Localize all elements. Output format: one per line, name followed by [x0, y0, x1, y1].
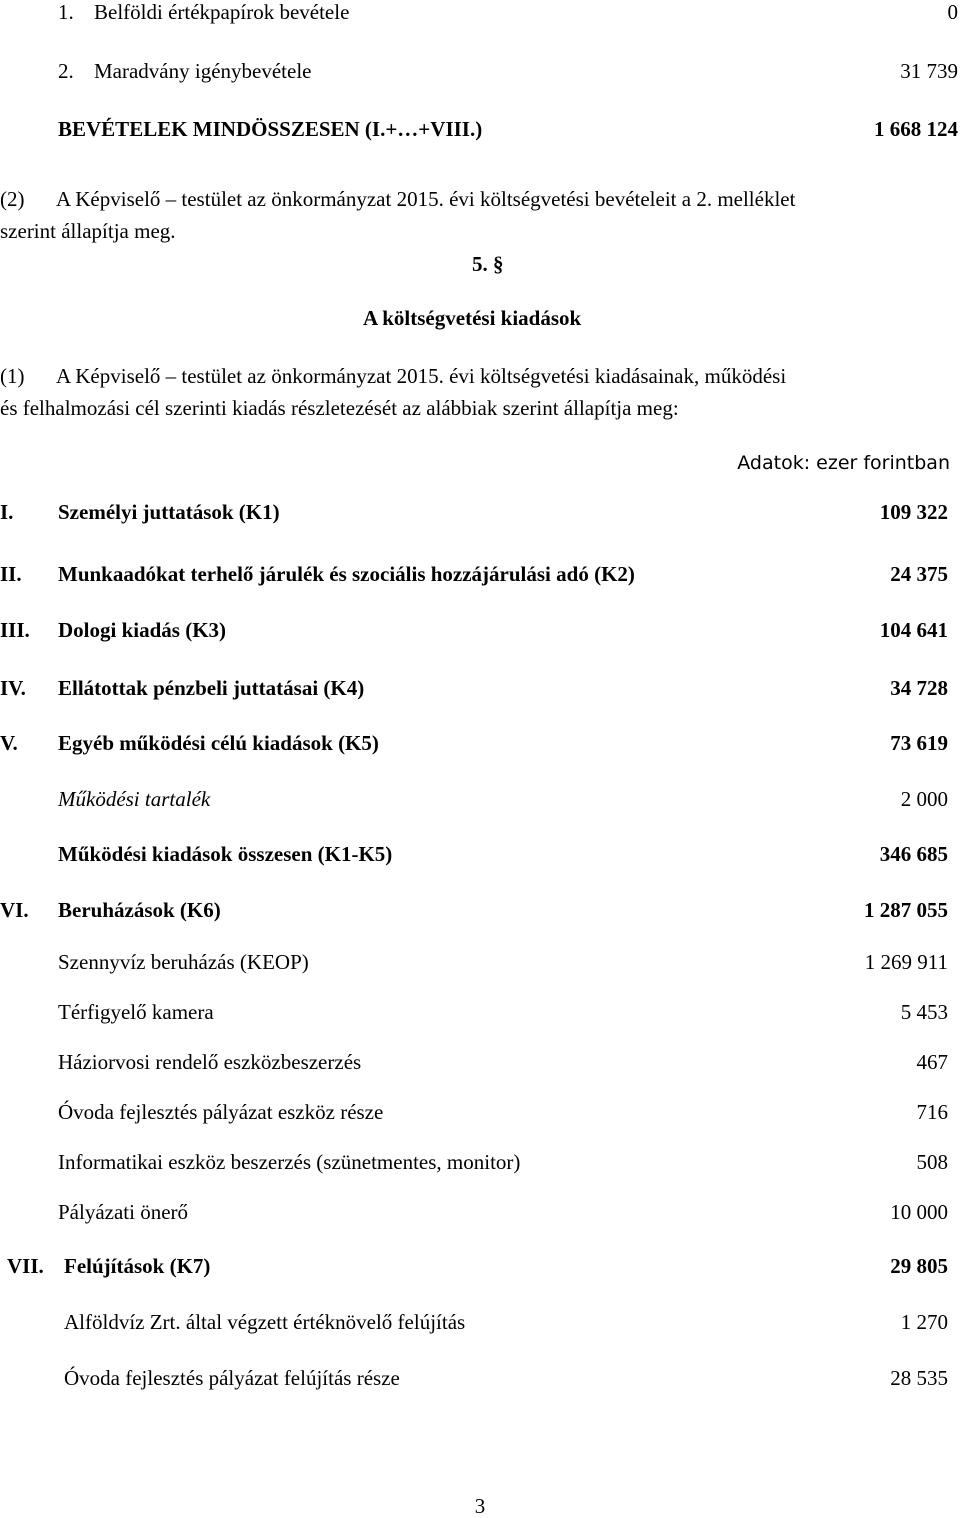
- income-total-label: BEVÉTELEK MINDÖSSZESEN (I.+…+VIII.): [58, 117, 483, 141]
- k2-label: Munkaadókat terhelő járulék és szociális hozzájárulási adó (K2): [58, 562, 635, 586]
- k6-item-label: Pályázati önerő: [58, 1200, 189, 1224]
- income-item-label: Maradvány igénybevétele: [94, 59, 312, 83]
- k6-label: Beruházások (K6): [58, 898, 221, 922]
- k4-number: IV.: [0, 676, 26, 700]
- k6-item-value: 5 453: [900, 1000, 948, 1024]
- k1-value: 109 322: [879, 500, 948, 524]
- k4-label: Ellátottak pénzbeli juttatásai (K4): [58, 676, 365, 700]
- k7-value: 29 805: [890, 1254, 948, 1278]
- k1-label: Személyi juttatások (K1): [58, 500, 280, 524]
- income-item-num: 2.: [58, 59, 74, 83]
- k7-item-label: Óvoda fejlesztés pályázat felújítás része: [64, 1366, 400, 1390]
- k3-number: III.: [0, 618, 30, 642]
- income-item-label: Belföldi értékpapírok bevétele: [94, 0, 350, 24]
- k1-number: I.: [0, 500, 14, 524]
- k2-number: II.: [0, 562, 22, 586]
- k7-item-value: 28 535: [890, 1366, 948, 1390]
- k6-item-value: 467: [916, 1050, 948, 1074]
- para2-line1: A Képviselő – testület az önkormányzat 2015. évi költségvetési bevételeit a 2. melléklet: [56, 187, 796, 211]
- k7-number: VII.: [7, 1254, 44, 1278]
- section-title: A költségvetési kiadások: [363, 306, 582, 330]
- k5-value: 73 619: [890, 731, 948, 755]
- k6-item-value: 10 000: [890, 1200, 948, 1224]
- operating-total-value: 346 685: [879, 842, 948, 866]
- para1-number: (1): [0, 364, 25, 388]
- k6-item-value: 716: [916, 1100, 948, 1124]
- income-item-num: 1.: [58, 0, 74, 24]
- reserve-label: Működési tartalék: [58, 787, 211, 811]
- k5-number: V.: [0, 731, 18, 755]
- income-item-value: 0: [947, 0, 958, 24]
- k6-item-label: Informatikai eszköz beszerzés (szünetmentes, monitor): [58, 1150, 521, 1174]
- k6-item-value: 508: [916, 1150, 948, 1174]
- para2-number: (2): [0, 187, 25, 211]
- income-total-value: 1 668 124: [874, 117, 958, 141]
- k4-value: 34 728: [890, 676, 948, 700]
- k7-item-value: 1 270: [900, 1310, 948, 1334]
- unit-note: Adatok: ezer forintban: [737, 452, 950, 474]
- k2-value: 24 375: [890, 562, 948, 586]
- reserve-value: 2 000: [900, 787, 948, 811]
- k5-label: Egyéb működési célú kiadások (K5): [58, 731, 379, 755]
- k3-label: Dologi kiadás (K3): [58, 618, 227, 642]
- k6-item-label: Térfigyelő kamera: [58, 1000, 214, 1024]
- page-number: 3: [474, 1494, 486, 1518]
- k6-value: 1 287 055: [864, 898, 948, 922]
- k6-item-label: Szennyvíz beruházás (KEOP): [58, 950, 309, 974]
- para1-line1: A Képviselő – testület az önkormányzat 2015. évi költségvetési kiadásainak, működési: [56, 364, 787, 388]
- k6-number: VI.: [0, 898, 29, 922]
- k6-item-label: Háziorvosi rendelő eszközbeszerzés: [58, 1050, 362, 1074]
- k6-item-value: 1 269 911: [864, 950, 948, 974]
- k6-item-label: Óvoda fejlesztés pályázat eszköz része: [58, 1100, 384, 1124]
- para2-line2: szerint állapítja meg.: [0, 219, 176, 243]
- section-number: 5. §: [472, 252, 504, 276]
- k3-value: 104 641: [879, 618, 948, 642]
- k7-label: Felújítások (K7): [64, 1254, 211, 1278]
- income-item-value: 31 739: [900, 59, 958, 83]
- para1-line2: és felhalmozási cél szerinti kiadás részletezését az alábbiak szerint állapítja meg:: [0, 396, 679, 420]
- k7-item-label: Alföldvíz Zrt. által végzett értéknövelő felújítás: [64, 1310, 466, 1334]
- operating-total-label: Működési kiadások összesen (K1-K5): [58, 842, 393, 866]
